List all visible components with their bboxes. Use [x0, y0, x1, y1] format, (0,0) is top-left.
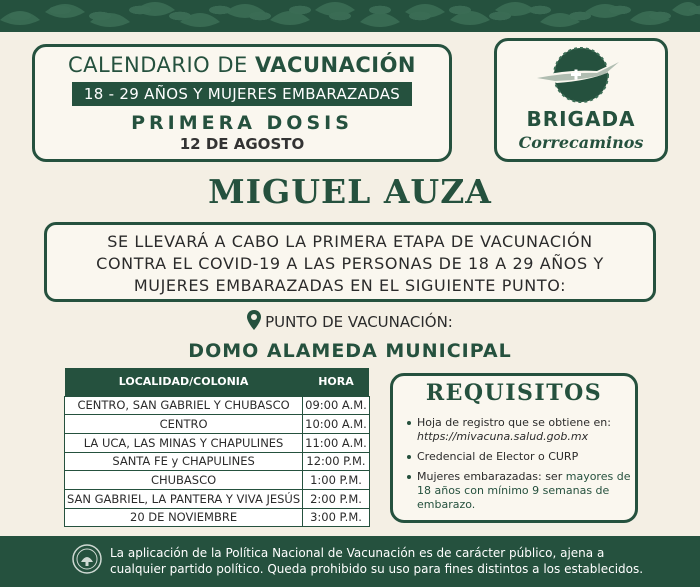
- requirements-title: REQUISITOS: [425, 380, 603, 406]
- schedule-time-cell: 1:00 P.M.: [303, 471, 370, 490]
- vaccination-calendar-box: [32, 44, 452, 162]
- requirement-1-text: Hoja de registro que se obtiene en:: [417, 416, 611, 429]
- schedule-header-place: LOCALIDAD/COLONIA: [65, 368, 303, 396]
- dose-date: 12 DE AGOSTO: [179, 135, 305, 153]
- table-row: [65, 471, 370, 490]
- age-group-banner: 18 - 29 AÑOS Y MUJERES EMBARAZADAS: [72, 82, 412, 106]
- footer-band: [0, 536, 700, 587]
- list-item: [407, 416, 633, 444]
- table-row: [65, 508, 370, 527]
- table-row: [65, 433, 370, 452]
- schedule-time-cell: 09:00 A.M.: [303, 396, 370, 415]
- schedule-time-cell: 11:00 A.M.: [303, 433, 370, 452]
- registration-link[interactable]: https://mivacuna.salud.gob.mx: [417, 430, 589, 443]
- calendar-title-strong: VACUNACIÓN: [254, 53, 416, 77]
- schedule-time-cell: 2:00 P.M.: [303, 489, 370, 508]
- brigada-logo-box: [494, 38, 668, 162]
- requirement-3-highlight: mayores de 18 años con mínimo 9 semanas de embarazo.: [417, 470, 631, 511]
- location-pin-icon: [247, 310, 261, 330]
- announcement-line-2: CONTRA EL COVID-19 A LAS PERSONAS DE 18 A 29 AÑOS Y: [96, 254, 604, 273]
- calendar-title: [35, 53, 449, 77]
- footer-line-1: La aplicación de la Política Nacional de Vacunación es de carácter público, ajena a: [110, 546, 605, 560]
- dose-label: PRIMERA DOSIS: [131, 112, 353, 134]
- footer-line-2: cualquier partido político. Queda prohibido su uso para fines distintos a los establecidos.: [110, 562, 644, 576]
- schedule-place-cell: CENTRO, SAN GABRIEL Y CHUBASCO: [65, 396, 303, 415]
- schedule-place-cell: SANTA FE y CHAPULINES: [65, 452, 303, 471]
- national-seal-icon: [72, 544, 102, 574]
- requirement-2-text: Credencial de Elector o CURP: [417, 450, 579, 463]
- schedule-place-cell: CHUBASCO: [65, 471, 303, 490]
- vaccination-point-row: [0, 310, 700, 331]
- schedule-time-cell: 10:00 A.M.: [303, 415, 370, 434]
- schedule-place-cell: CENTRO: [65, 415, 303, 434]
- town-name: MIGUEL AUZA: [208, 172, 492, 211]
- roadrunner-logo-icon: [527, 45, 635, 107]
- table-row: [65, 396, 370, 415]
- schedule-table: [64, 368, 370, 527]
- vaccination-place: DOMO ALAMEDA MUNICIPAL: [188, 340, 512, 362]
- announcement-line-1: SE LLEVARÁ A CABO LA PRIMERA ETAPA DE VACUNACIÓN: [107, 232, 593, 251]
- announcement-box: [44, 222, 656, 302]
- table-row: [65, 452, 370, 471]
- vaccination-point-label: PUNTO DE VACUNACIÓN:: [265, 313, 453, 331]
- requirements-list: [407, 416, 633, 518]
- schedule-header-time: HORA: [303, 368, 370, 396]
- schedule-time-cell: 3:00 P.M.: [303, 508, 370, 527]
- table-row: [65, 489, 370, 508]
- top-decorative-band: [0, 0, 700, 32]
- announcement-line-3: MUJERES EMBARAZADAS EN EL SIGUIENTE PUNTO:: [133, 276, 567, 295]
- schedule-place-cell: SAN GABRIEL, LA PANTERA Y VIVA JESÚS: [65, 489, 303, 508]
- requirement-3-text: Mujeres embarazadas: ser: [417, 470, 566, 483]
- calendar-title-prefix: CALENDARIO DE: [67, 53, 255, 77]
- list-item: [407, 470, 633, 512]
- schedule-place-cell: LA UCA, LAS MINAS Y CHAPULINES: [65, 433, 303, 452]
- table-row: [65, 415, 370, 434]
- leaf-pattern-icon: [0, 0, 700, 32]
- list-item: [407, 450, 633, 464]
- schedule-place-cell: 20 DE NOVIEMBRE: [65, 508, 303, 527]
- schedule-header-row: [65, 368, 370, 396]
- brigada-subtitle: Correcaminos: [518, 133, 644, 152]
- requirements-box: [390, 373, 638, 523]
- brigada-name: BRIGADA: [526, 107, 636, 131]
- schedule-time-cell: 12:00 P.M.: [303, 452, 370, 471]
- footer-disclaimer: [110, 545, 670, 577]
